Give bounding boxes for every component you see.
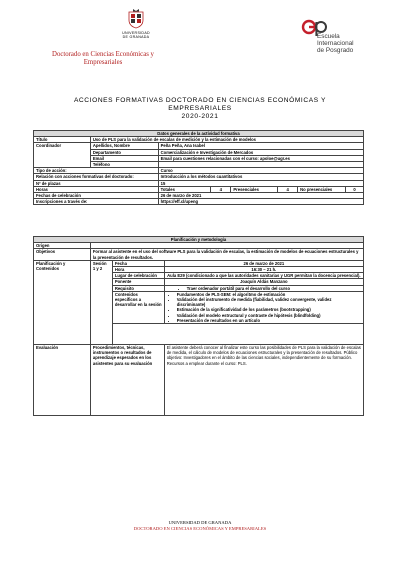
- coordinador-label: Coordinador: [34, 143, 91, 168]
- general-data-table: [33, 130, 364, 205]
- university-name-line2: DE GRANADA: [122, 35, 150, 40]
- hora-value: 16:30 – 21 h.: [164, 267, 363, 273]
- contenidos-spacer: [112, 324, 363, 345]
- telefono-label: Teléfono: [90, 162, 158, 168]
- objetivos-label: Objetivos: [34, 249, 91, 260]
- document-title-line2: EMPRESARIALES: [168, 105, 232, 112]
- no-presenciales-value: 0: [346, 186, 364, 192]
- fechas-value: 26 de marzo de 2021: [158, 193, 363, 199]
- program-title-line1: Doctorado en Ciencias Económicas y: [52, 51, 154, 58]
- totales-label: Totales: [158, 186, 211, 192]
- apellidos-label: Apellidos, Nombre: [90, 143, 158, 149]
- planning-section-title: Planificación y metodología: [34, 237, 364, 243]
- titulo-value: Uso de PLS para la validación de escalas de medición y la estimación de modelos: [90, 137, 363, 143]
- contenidos-list: [167, 292, 361, 323]
- departamento-value: Comercialización e Investigación de Mercados: [158, 149, 363, 155]
- eip-name: [317, 33, 354, 54]
- fecha-value: 26 de marzo de 2021: [164, 260, 363, 266]
- objetivos-value: Formar al asistente en el uso del software PLS para la validación de escalas, la estimación de modelos de ecuaciones estructurales y la presentación de resultados.: [90, 249, 363, 260]
- document-title: [40, 97, 360, 121]
- hora-label: Hora: [112, 267, 164, 273]
- program-title-line2: Empresariales: [83, 59, 123, 67]
- contenidos-item: • Presentación de resultados en un artículo: [177, 318, 361, 323]
- footer-line2: DOCTORADO EN CIENCIAS ECONÓMICAS Y EMPRESARIALES: [133, 526, 267, 531]
- eip-line3: de Posgrado: [317, 47, 354, 54]
- university-seal-logo: [128, 9, 144, 29]
- tipo-value: Curso: [158, 168, 363, 174]
- titulo-label: Título: [34, 137, 91, 143]
- departamento-label: Departamento: [90, 149, 158, 155]
- requisito-label: Requisito: [112, 285, 164, 291]
- contenidos-item: • Fundamentos de PLS-SEM: el algoritmo de estimación: [177, 292, 361, 297]
- eip-line1: Escuela: [317, 33, 340, 40]
- ponente-label: Ponente: [112, 279, 164, 285]
- tipo-label: Tipo de acción:: [34, 168, 159, 174]
- contenidos-label: Contenidos específicos a desarrollar en la sesión: [112, 291, 164, 323]
- apellidos-value: Peña Peña, Ana Isabel: [158, 143, 363, 149]
- document-title-line3: 2020-2021: [181, 113, 219, 120]
- plazas-label: Nº de plazas: [34, 180, 159, 186]
- program-title: [48, 51, 158, 67]
- requisito-list: [167, 286, 361, 291]
- email-value: Email para cuestiones relacionadas con el curso: apoloe@ugr.es: [158, 155, 363, 161]
- plazas-value: 15: [158, 180, 363, 186]
- requisito-item: • Traer ordenador portátil para el desarrollo del curso: [187, 286, 361, 291]
- relacion-value: Introducción a los métodos cuantitativos: [158, 174, 363, 180]
- procedimientos-value: El asistente deberá conocer al finalizar este curso las posibilidades de PLS para la validación de escalas de medida, el cálculo de modelos de ecuaciones estructurales y la presentación de resultados. Público objetivo: Investigadores en el ámbito de las ciencias sociales, independientemente de su formación. Recursos a emplear durante el curso: PLS.: [164, 345, 363, 416]
- contenidos-item: • Validación del instrumento de medida (fiabilidad, validez convergente, validez discriminante): [177, 297, 361, 307]
- no-presenciales-label: No presenciales: [298, 186, 346, 192]
- university-name: [100, 31, 172, 40]
- contenidos-item: • Estimación de la significatividad de los parámetros (bootstrapping): [177, 307, 361, 312]
- university-name-line1: UNIVERSIDAD: [122, 31, 150, 35]
- planning-table: [33, 236, 364, 416]
- procedimientos-label: Procedimientos, técnicas, instrumentos o resultados de aprendizaje esperados en los asistentes para su evaluación: [90, 345, 164, 416]
- document-title-line1: ACCIONES FORMATIVAS DOCTORADO EN CIENCIAS ECONÓMICAS Y: [73, 97, 327, 104]
- origen-label: Origen: [34, 243, 91, 249]
- contenidos-cell: [164, 291, 363, 323]
- ponente-value: Joaquín Aldás Manzano: [164, 279, 363, 285]
- page-footer: [100, 520, 300, 532]
- inscripciones-label: Inscripciones a través de:: [34, 199, 159, 205]
- fecha-label: Fecha: [112, 260, 164, 266]
- presenciales-label: Presenciales: [231, 186, 278, 192]
- contenidos-item: • Validación del modelo estructural y contraste de hipótesis (blindfolding): [177, 313, 361, 318]
- presenciales-value: 4: [278, 186, 298, 192]
- horas-label: Horas: [34, 186, 159, 192]
- planificacion-label: Planificación y Contenidos: [34, 260, 91, 344]
- general-section-title: Datos generales de la actividad formativa: [34, 131, 364, 137]
- lugar-value: Aula E29 (condicionado a que las autoridades sanitarias y UGR permitan la docencia presencial).: [164, 273, 363, 279]
- totales-value: 4: [211, 186, 231, 192]
- sesion-label: Sesión 1 y 2: [90, 260, 112, 344]
- inscripciones-link[interactable]: https://eff.cl/upeng: [158, 199, 363, 205]
- eip-line2: Internacional: [317, 40, 354, 47]
- evaluacion-label: Evaluación: [34, 345, 91, 416]
- fechas-label: Fechas de celebración: [34, 193, 159, 199]
- footer-line1: UNIVERSIDAD DE GRANADA: [168, 520, 232, 525]
- email-label: Email: [90, 155, 158, 161]
- relacion-label: Relación con acciones formativas del doctorado:: [34, 174, 159, 180]
- lugar-label: Lugar de celebración: [112, 273, 164, 279]
